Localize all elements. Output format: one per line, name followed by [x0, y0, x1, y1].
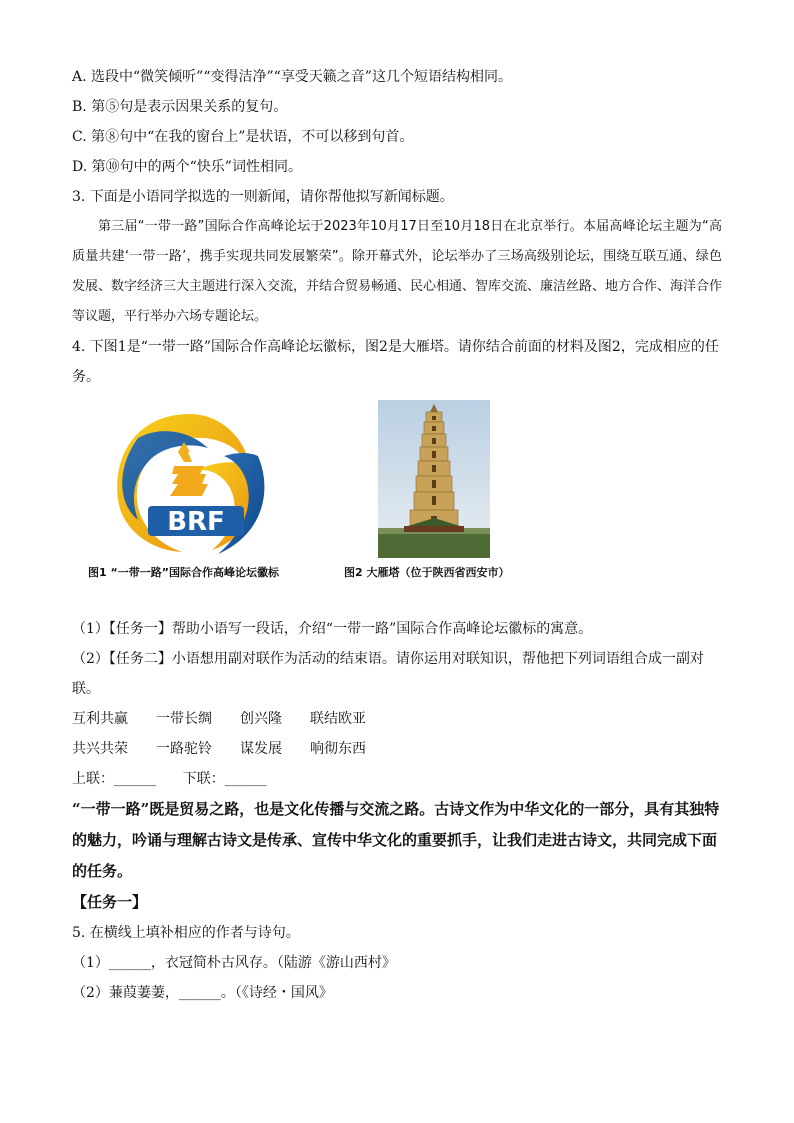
figure-1-caption: 图1 “一带一路”国际合作高峰论坛徽标	[88, 566, 279, 579]
news-text: 第三届“一带一路”国际合作高峰论坛于2023年10月17日至10月18日在北京举行。本届高峰论坛主题为“高质量共建‘一带一路’，携手实现共同发展繁荣”。除开幕式外，论坛举办了三场高级别论坛，围绕互联互通、绿色发展、数字经济三大主题进行深入交流，并结合贸易畅通、民心相通、智库交流、廉洁丝路、地方合作、海洋合作等议题，平行举办六场专题论坛。	[72, 219, 723, 324]
option-b: B. 第⑤句是表示因果关系的复句。	[72, 99, 288, 115]
section-intro: “一带一路”既是贸易之路，也是文化传播与交流之路。古诗文作为中华文化的一部分，具有其独特的魅力，吟诵与理解古诗文是传承、宣传中华文化的重要抓手，让我们走进古诗文，共同完成下面的任务。	[72, 800, 720, 880]
word: 共兴共荣	[72, 741, 128, 757]
question-5-item-1: （1）______，衣冠简朴古风存。（陆游《游山西村》	[72, 955, 396, 971]
task-2-text: （2）【任务二】小语想用副对联作为活动的结束语。请你运用对联知识，帮他把下列词语组合成一副对联。	[72, 651, 704, 697]
word: 一带长绸	[156, 711, 212, 727]
option-d: D. 第⑩句中的两个“快乐”词性相同。	[72, 159, 302, 175]
word: 互利共赢	[72, 711, 128, 727]
news-passage	[72, 212, 722, 332]
word: 响彻东西	[310, 741, 366, 757]
word: 谋发展	[240, 741, 282, 757]
brf-logo-image	[108, 408, 273, 558]
logo-text: BRF	[167, 507, 225, 537]
big-wild-goose-pagoda-image	[378, 400, 490, 558]
task-heading: 【任务一】	[72, 893, 148, 911]
question-4-title: 4. 下图1是“一带一路”国际合作高峰论坛徽标，图2是大雁塔。请你结合前面的材料及图2，完成相应的任务。	[72, 339, 719, 385]
figure-2-caption: 图2 大雁塔（位于陕西省西安市）	[344, 566, 510, 579]
word-row-1	[72, 704, 722, 734]
question-5-item-2: （2）蒹葭萋萋，______。（《诗经・国风》	[72, 985, 333, 1001]
document-page	[72, 62, 722, 1008]
option-c: C. 第⑧句中“在我的窗台上”是状语，不可以移到句首。	[72, 129, 414, 145]
figures	[72, 400, 722, 614]
task-1-text: （1）【任务一】帮助小语写一段话，介绍“一带一路”国际合作高峰论坛徽标的寓意。	[72, 621, 593, 637]
word: 联结欧亚	[310, 711, 366, 727]
couplet-answer-line: 上联：______ 下联：______	[72, 771, 267, 787]
question-3-title: 3. 下面是小语同学拟选的一则新闻，请你帮他拟写新闻标题。	[72, 189, 454, 205]
question-5-title: 5. 在横线上填补相应的作者与诗句。	[72, 925, 300, 941]
word-row-2	[72, 734, 722, 764]
word: 创兴隆	[240, 711, 282, 727]
option-a: A. 选段中“微笑倾听”“变得洁净”“享受天籁之音”这几个短语结构相同。	[72, 69, 512, 85]
word: 一路驼铃	[156, 741, 212, 757]
